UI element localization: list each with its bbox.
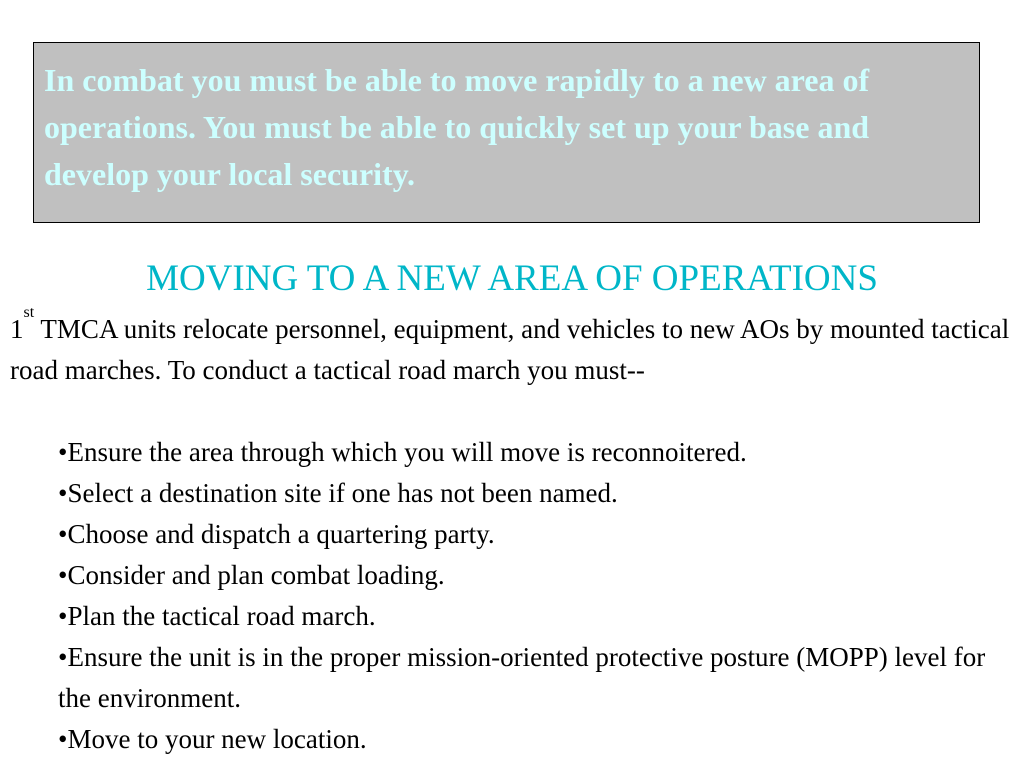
intro-text: TMCA units relocate personnel, equipment, and vehicles to new AOs by mounted tactical road marches. To conduct a tactical road march you must-- [10, 314, 1010, 385]
bullet-text: Move to your new location. [67, 724, 367, 754]
intro-paragraph [10, 304, 1015, 391]
bullet-list [58, 432, 1018, 760]
bullet-marker: • [58, 560, 68, 590]
bullet-text: Consider and plan combat loading. [67, 560, 445, 590]
bullet-marker: • [58, 478, 68, 508]
bullet-marker: • [58, 724, 68, 754]
bullet-item [58, 432, 1018, 473]
slide-heading: MOVING TO A NEW AREA OF OPERATIONS [146, 258, 878, 299]
intro-ordinal-suffix: st [23, 304, 35, 321]
bullet-marker: • [58, 519, 68, 549]
bullet-marker: • [58, 601, 68, 631]
bullet-text: Ensure the area through which you will move is reconnoitered. [67, 437, 747, 467]
callout-text: In combat you must be able to move rapidly to a new area of operations. You must be able to quickly set up your base and develop your local security. [44, 62, 870, 192]
bullet-item [58, 596, 1018, 637]
callout-box [33, 42, 980, 223]
bullet-item [58, 637, 1018, 719]
bullet-item [58, 555, 1018, 596]
bullet-marker: • [58, 642, 68, 672]
bullet-marker: • [58, 437, 68, 467]
bullet-text: Select a destination site if one has not been named. [67, 478, 618, 508]
intro-number: 1 [10, 314, 24, 344]
bullet-text: Ensure the unit is in the proper mission-oriented protective posture (MOPP) level for the environment. [58, 642, 986, 713]
bullet-text: Plan the tactical road march. [67, 601, 376, 631]
bullet-item [58, 473, 1018, 514]
bullet-item [58, 719, 1018, 760]
bullet-text: Choose and dispatch a quartering party. [67, 519, 495, 549]
bullet-item [58, 514, 1018, 555]
